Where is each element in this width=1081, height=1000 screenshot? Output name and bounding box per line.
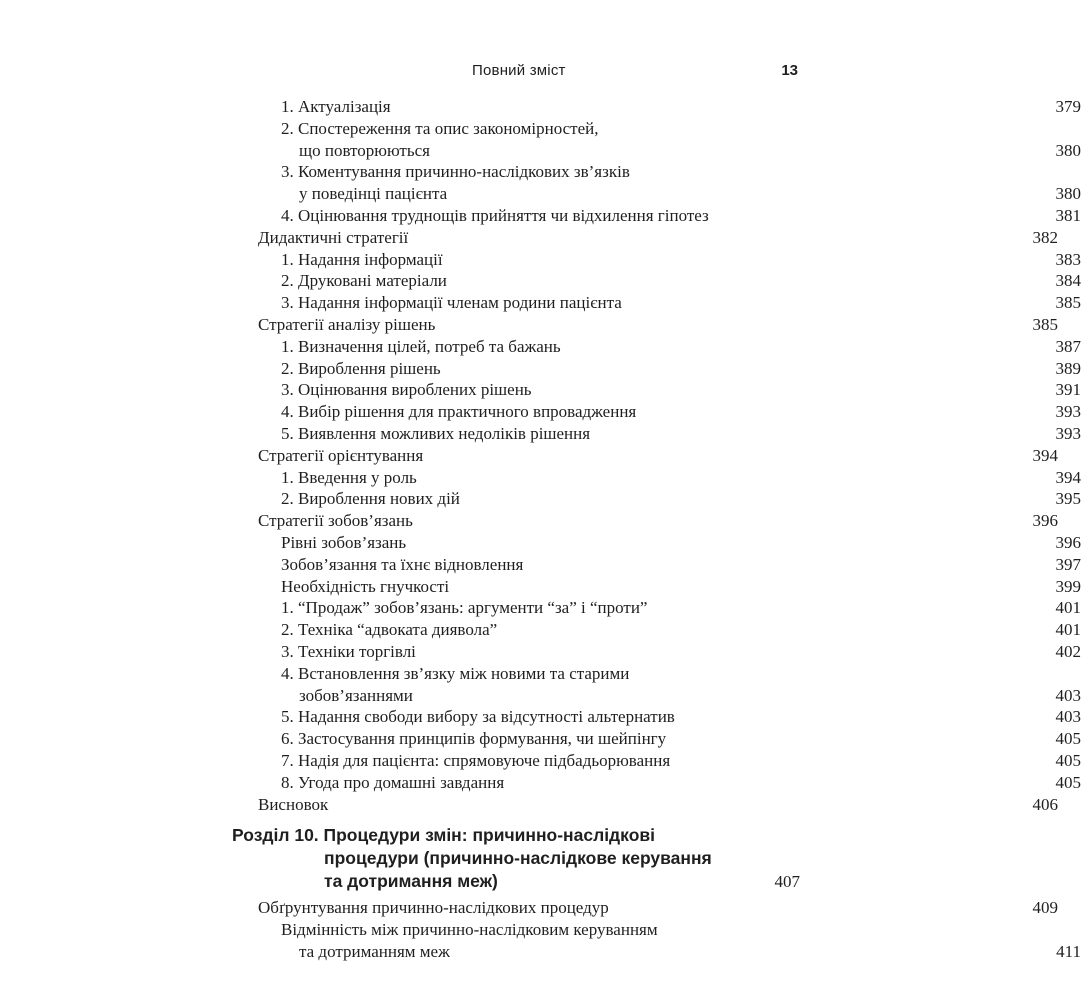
toc-entry[interactable] (0, 96, 1081, 118)
toc-entry[interactable] (0, 619, 1081, 641)
toc-entry-page: 379 (1055, 97, 1081, 116)
toc-entry[interactable] (0, 576, 1081, 598)
toc-entry-page: 407 (774, 872, 800, 892)
toc-entry[interactable] (0, 249, 1081, 271)
toc-entry-title-continuation: що повторюються (299, 140, 430, 160)
toc-entry-title: 4. Вибір рішення для практичного впровадження (281, 402, 637, 422)
toc-entry-title: 1. Актуалізація (281, 97, 391, 116)
toc-entry-page: 385 (1055, 293, 1081, 313)
toc-entry-page: 381 (1055, 205, 1081, 225)
toc-entry[interactable] (0, 641, 1081, 663)
toc-entry-title: 5. Виявлення можливих недоліків рішення (281, 423, 591, 443)
toc-entry-title: 3. Оцінювання вироблених рішень (281, 380, 532, 400)
toc-entry[interactable] (0, 532, 1081, 554)
chapter-title-line: процедури (причинно-наслідкове керування (324, 848, 712, 869)
toc-entry-page: 401 (1055, 598, 1081, 618)
toc-entry[interactable] (0, 919, 1081, 963)
chapter-title-line: Розділ 10. Процедури змін: причинно-наслідкові (232, 825, 655, 846)
toc-entry-title: 1. “Продаж” зобов’язань: аргументи “за” і “проти” (281, 598, 648, 618)
toc-entry-page: 397 (1055, 554, 1081, 574)
toc-entry-title: 1. Визначення цілей, потреб та бажань (281, 336, 561, 356)
toc-entry[interactable] (0, 118, 1081, 162)
toc-entry-page: 391 (1055, 380, 1081, 400)
toc-entry-page: 396 (1055, 532, 1081, 552)
toc-section[interactable] (0, 794, 1058, 816)
toc-entry[interactable] (0, 379, 1081, 401)
toc-entry[interactable] (0, 292, 1081, 314)
toc-entry-page: 403 (1055, 685, 1081, 705)
toc-entry-title: 1. Введення у роль (281, 467, 417, 487)
toc-entry-page: 394 (1055, 467, 1081, 487)
toc-entry-title: 7. Надія для пацієнта: спрямовуюче підбадьорювання (281, 750, 671, 770)
toc-entry[interactable] (0, 728, 1081, 750)
toc-entry-page: 402 (1055, 641, 1081, 661)
toc-section[interactable] (0, 445, 1058, 467)
toc-entry-page: 387 (1055, 336, 1081, 356)
toc-entry-page: 399 (1055, 576, 1081, 596)
toc-entry-page: 401 (1055, 620, 1081, 640)
toc-entry-page: 396 (1032, 511, 1058, 531)
toc-entry[interactable] (0, 467, 1081, 489)
toc-entry-title: Відмінність між причинно-наслідковим керуванням (281, 920, 658, 940)
toc-entry-title: Необхідність гнучкості (281, 576, 450, 596)
toc-entry-title: 3. Техніки торгівлі (281, 641, 416, 661)
running-header (0, 62, 1000, 86)
table-of-contents (0, 96, 1081, 963)
toc-entry-title: 2. Друковані матеріали (281, 271, 447, 291)
toc-entry-page: 393 (1055, 402, 1081, 422)
toc-entry-page: 393 (1055, 423, 1081, 443)
running-title: Повний зміст (472, 62, 566, 79)
toc-entry-title: 4. Встановлення зв’язку між новими та старими (281, 663, 630, 683)
toc-entry-title: 2. Вироблення нових дій (281, 489, 460, 509)
toc-entry-title-continuation: у поведінці пацієнта (299, 184, 448, 204)
toc-entry-page: 380 (1055, 184, 1081, 204)
toc-entry[interactable] (0, 423, 1081, 445)
toc-entry-title: Рівні зобов’язань (281, 532, 407, 552)
toc-entry-page: 389 (1055, 358, 1081, 378)
toc-entry[interactable] (0, 161, 1081, 205)
toc-entry-title: 6. Застосування принципів формування, чи шейпінгу (281, 729, 667, 749)
toc-section-title: Висновок (258, 794, 329, 814)
toc-entry-title-continuation: зобов’язаннями (299, 685, 413, 705)
toc-entry-page: 384 (1055, 271, 1081, 291)
toc-entry-page: 403 (1055, 707, 1081, 727)
toc-section[interactable] (0, 314, 1058, 336)
toc-entry-page: 395 (1055, 489, 1081, 509)
toc-entry[interactable] (0, 401, 1081, 423)
toc-section[interactable] (0, 897, 1058, 919)
toc-entry[interactable] (0, 488, 1081, 510)
toc-entry-page: 385 (1032, 314, 1058, 334)
toc-entry-page: 409 (1032, 898, 1058, 918)
toc-section-title: Стратегії зобов’язань (258, 511, 413, 531)
toc-section-title: Дидактичні стратегії (258, 227, 409, 247)
toc-entry-page: 411 (1056, 941, 1081, 961)
toc-entry-page: 405 (1055, 729, 1081, 749)
toc-entry-page: 383 (1055, 249, 1081, 269)
toc-section-title: Стратегії орієнтування (258, 445, 424, 465)
toc-entry-page: 405 (1055, 772, 1081, 792)
toc-entry[interactable] (0, 597, 1081, 619)
toc-entry-title: 2. Техніка “адвоката диявола” (281, 620, 498, 640)
toc-entry-title: Зобов’язання та їхнє відновлення (281, 554, 524, 574)
toc-entry-title: 1. Надання інформації (281, 249, 443, 269)
toc-entry[interactable] (0, 750, 1081, 772)
toc-entry-page: 380 (1055, 140, 1081, 160)
toc-entry[interactable] (0, 270, 1081, 292)
toc-entry[interactable] (0, 358, 1081, 380)
toc-entry-title: 2. Вироблення рішень (281, 358, 441, 378)
toc-section[interactable] (0, 227, 1058, 249)
toc-entry-title: 2. Спостереження та опис закономірностей, (281, 118, 599, 138)
toc-section-title: Стратегії аналізу рішень (258, 314, 436, 334)
toc-section[interactable] (0, 510, 1058, 532)
toc-entry[interactable] (0, 336, 1081, 358)
toc-section-title: Обґрунтування причинно-наслідкових процедур (258, 898, 609, 918)
toc-entry-page: 394 (1032, 445, 1058, 465)
toc-entry[interactable] (0, 706, 1081, 728)
toc-entry-title: 4. Оцінювання труднощів прийняття чи відхилення гіпотез (281, 205, 709, 225)
toc-entry-title: 3. Коментування причинно-наслідкових зв’язків (281, 162, 630, 182)
toc-entry[interactable] (0, 663, 1081, 707)
toc-entry-title-continuation: та дотриманням меж (299, 941, 450, 961)
toc-entry[interactable] (0, 772, 1081, 794)
page-number: 13 (781, 62, 798, 79)
toc-entry-page: 406 (1032, 794, 1058, 814)
toc-entry[interactable] (0, 205, 1081, 227)
toc-entry-title: 3. Надання інформації членам родини пацієнта (281, 293, 622, 313)
toc-entry-page: 405 (1055, 750, 1081, 770)
toc-entry-title: 5. Надання свободи вибору за відсутності альтернатив (281, 707, 675, 727)
toc-entry-title: 8. Угода про домашні завдання (281, 772, 505, 792)
chapter-title-line: та дотримання меж) (324, 871, 498, 892)
toc-chapter-heading[interactable] (0, 824, 800, 893)
toc-entry-page: 382 (1032, 227, 1058, 247)
toc-entry[interactable] (0, 554, 1081, 576)
